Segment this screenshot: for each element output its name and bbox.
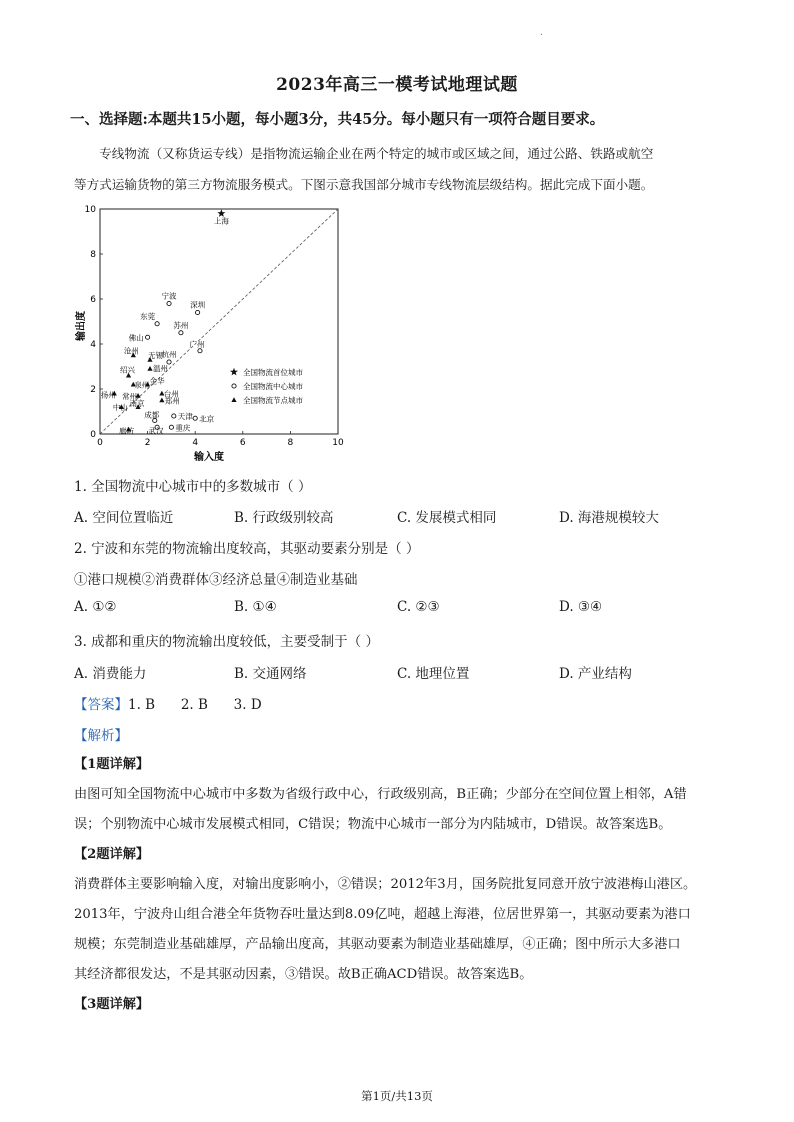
question-2-option-d[interactable]: D. ③④ <box>559 599 603 615</box>
point-label: 佛山 <box>128 333 144 343</box>
point-circle-marker <box>146 335 150 339</box>
point-circle-marker <box>198 349 202 353</box>
answer-label: 【答案】 <box>74 697 128 713</box>
intro-line: 等方式运输货物的第三方物流服务模式。下图示意我国部分城市专线物流层级结构。据此完成下面小题。 <box>74 177 654 192</box>
point-label: 温州 <box>152 363 168 373</box>
question-2-option-b[interactable]: B. ①④ <box>234 599 277 615</box>
question-3-option-c[interactable]: C. 地理位置 <box>397 666 470 682</box>
question-2-option-a[interactable]: A. ①② <box>74 599 117 615</box>
question-1-stem: 1. 全国物流中心城市中的多数城市（ ） <box>74 479 312 495</box>
y-axis-label: 输出度 <box>76 311 87 341</box>
x-tick-label: 0 <box>97 438 103 448</box>
point-label: 广州 <box>189 339 205 349</box>
question-1-option-c[interactable]: C. 发展模式相同 <box>397 510 497 526</box>
answer-text: 1. B 2. B 3. D <box>128 697 262 713</box>
page-title: 2023年高三一模考试地理试题 <box>276 75 518 95</box>
question-3-option-b[interactable]: B. 交通网络 <box>234 666 307 682</box>
point-label: 苏州 <box>173 320 189 330</box>
y-tick-label: 4 <box>90 340 96 350</box>
question-2-option-c[interactable]: C. ②③ <box>397 599 440 615</box>
x-tick-label: 8 <box>287 438 294 448</box>
detail-line: 消费群体主要影响输入度，对输出度影响小，②错误；2012年3月，国务院批复同意开放宁波港梅山港区。 <box>74 877 697 892</box>
question-1-option-b[interactable]: B. 行政级别较高 <box>234 510 334 526</box>
legend-label: 全国物流节点城市 <box>243 396 303 405</box>
point-label: 重庆 <box>175 423 191 433</box>
detail-1 <box>74 750 724 1020</box>
header-dot: . <box>540 28 543 38</box>
detail-label: 【1题详解】 <box>74 757 150 772</box>
point-label: 扬州 <box>100 390 116 400</box>
y-tick-label: 8 <box>90 250 96 260</box>
x-axis-label: 输入度 <box>194 452 224 463</box>
point-label: 深圳 <box>190 300 206 310</box>
point-circle-marker <box>179 331 183 335</box>
detail-line: 误；个别物流中心城市发展模式相同，C错误；物流中心城市一部分为内陆城市，D错误。故答案选B。 <box>74 817 672 832</box>
point-label: 郑州 <box>164 396 180 406</box>
question-3-option-d[interactable]: D. 产业结构 <box>559 666 632 682</box>
x-tick-label: 4 <box>192 438 199 448</box>
y-tick-label: 6 <box>90 295 96 305</box>
point-label: 金华 <box>149 376 165 386</box>
question-2-stem: 2. 宁波和东莞的物流输出度较高，其驱动要素分别是（ ） <box>74 541 420 557</box>
y-tick-label: 2 <box>90 385 96 395</box>
section-heading: 一、选择题:本题共15小题，每小题3分，共45分。每小题只有一项符合题目要求。 <box>70 111 605 128</box>
point-label: 上海 <box>213 216 229 226</box>
point-circle-marker <box>172 414 176 418</box>
question-2-items: ①港口规模②消费群体③经济总量④制造业基础 <box>74 572 358 588</box>
point-triangle-marker <box>147 366 152 371</box>
question-3-option-a[interactable]: A. 消费能力 <box>74 666 147 682</box>
legend-label: 全国物流中心城市 <box>243 382 303 391</box>
y-tick-label: 10 <box>84 205 96 215</box>
point-label: 南京 <box>129 399 145 408</box>
question-1-option-d[interactable]: D. 海港规模较大 <box>559 510 659 526</box>
point-label: 武汉 <box>148 426 164 436</box>
scatter-chart <box>70 198 360 468</box>
point-label: 泉州 <box>134 380 150 390</box>
analysis-label: 【解析】 <box>74 728 128 744</box>
point-circle-marker <box>193 416 197 420</box>
point-circle-marker <box>167 301 171 305</box>
point-label: 廊坊 <box>119 426 135 436</box>
legend-triangle-marker <box>231 397 236 402</box>
x-tick-label: 6 <box>239 438 246 448</box>
point-circle-marker <box>195 310 199 314</box>
point-label: 沧州 <box>123 346 139 356</box>
detail-line: 其经济都很发达，不是其驱动因素，③错误。故B正确ACD错误。故答案选B。 <box>74 967 533 982</box>
point-circle-marker <box>155 322 159 326</box>
point-label: 常州 <box>122 391 138 401</box>
point-label: 东莞 <box>140 311 156 321</box>
point-circle-marker <box>169 425 173 429</box>
legend-circle-marker <box>232 384 236 388</box>
point-label: 台州 <box>163 389 179 399</box>
legend-star-marker <box>230 368 238 376</box>
detail-line: 规模；东莞制造业基础雄厚，产品输出度高，其驱动要素为制造业基础雄厚，④正确；图中所示大多港口 <box>74 937 681 952</box>
x-tick-label: 10 <box>332 438 344 448</box>
answer-row <box>74 693 262 713</box>
y-tick-label: 0 <box>90 430 96 440</box>
point-label: 成都 <box>144 410 160 420</box>
point-label: 杭州 <box>161 350 177 359</box>
point-label: 北京 <box>199 414 215 424</box>
detail-label: 【2题详解】 <box>74 847 150 862</box>
intro-paragraph <box>74 138 726 200</box>
point-label: 无锡 <box>147 350 163 360</box>
point-label: 绍兴 <box>120 365 136 375</box>
point-label: 天津 <box>177 412 193 421</box>
detail-line: 由图可知全国物流中心城市中多数为省级行政中心，行政级别高，B正确；少部分在空间位置上相邻，A错 <box>74 787 687 802</box>
question-1-option-a[interactable]: A. 空间位置临近 <box>74 510 174 526</box>
question-3-stem: 3. 成都和重庆的物流输出度较低，主要受制于（ ） <box>74 634 379 650</box>
x-tick-label: 2 <box>144 438 151 448</box>
detail-line: 2013年，宁波舟山组合港全年货物吞吐量达到8.09亿吨，超越上海港，位居世界第一，其驱动要素为港口 <box>74 907 691 922</box>
detail-label: 【3题详解】 <box>74 997 150 1012</box>
intro-line: 专线物流（又称货运专线）是指物流运输企业在两个特定的城市或区域之间，通过公路、铁路或航空 <box>99 146 654 161</box>
point-label: 宁波 <box>161 291 177 301</box>
legend-label: 全国物流首位城市 <box>243 368 303 377</box>
point-label: 中山 <box>112 403 128 412</box>
page-footer: 第1页/共13页 <box>361 1089 433 1103</box>
